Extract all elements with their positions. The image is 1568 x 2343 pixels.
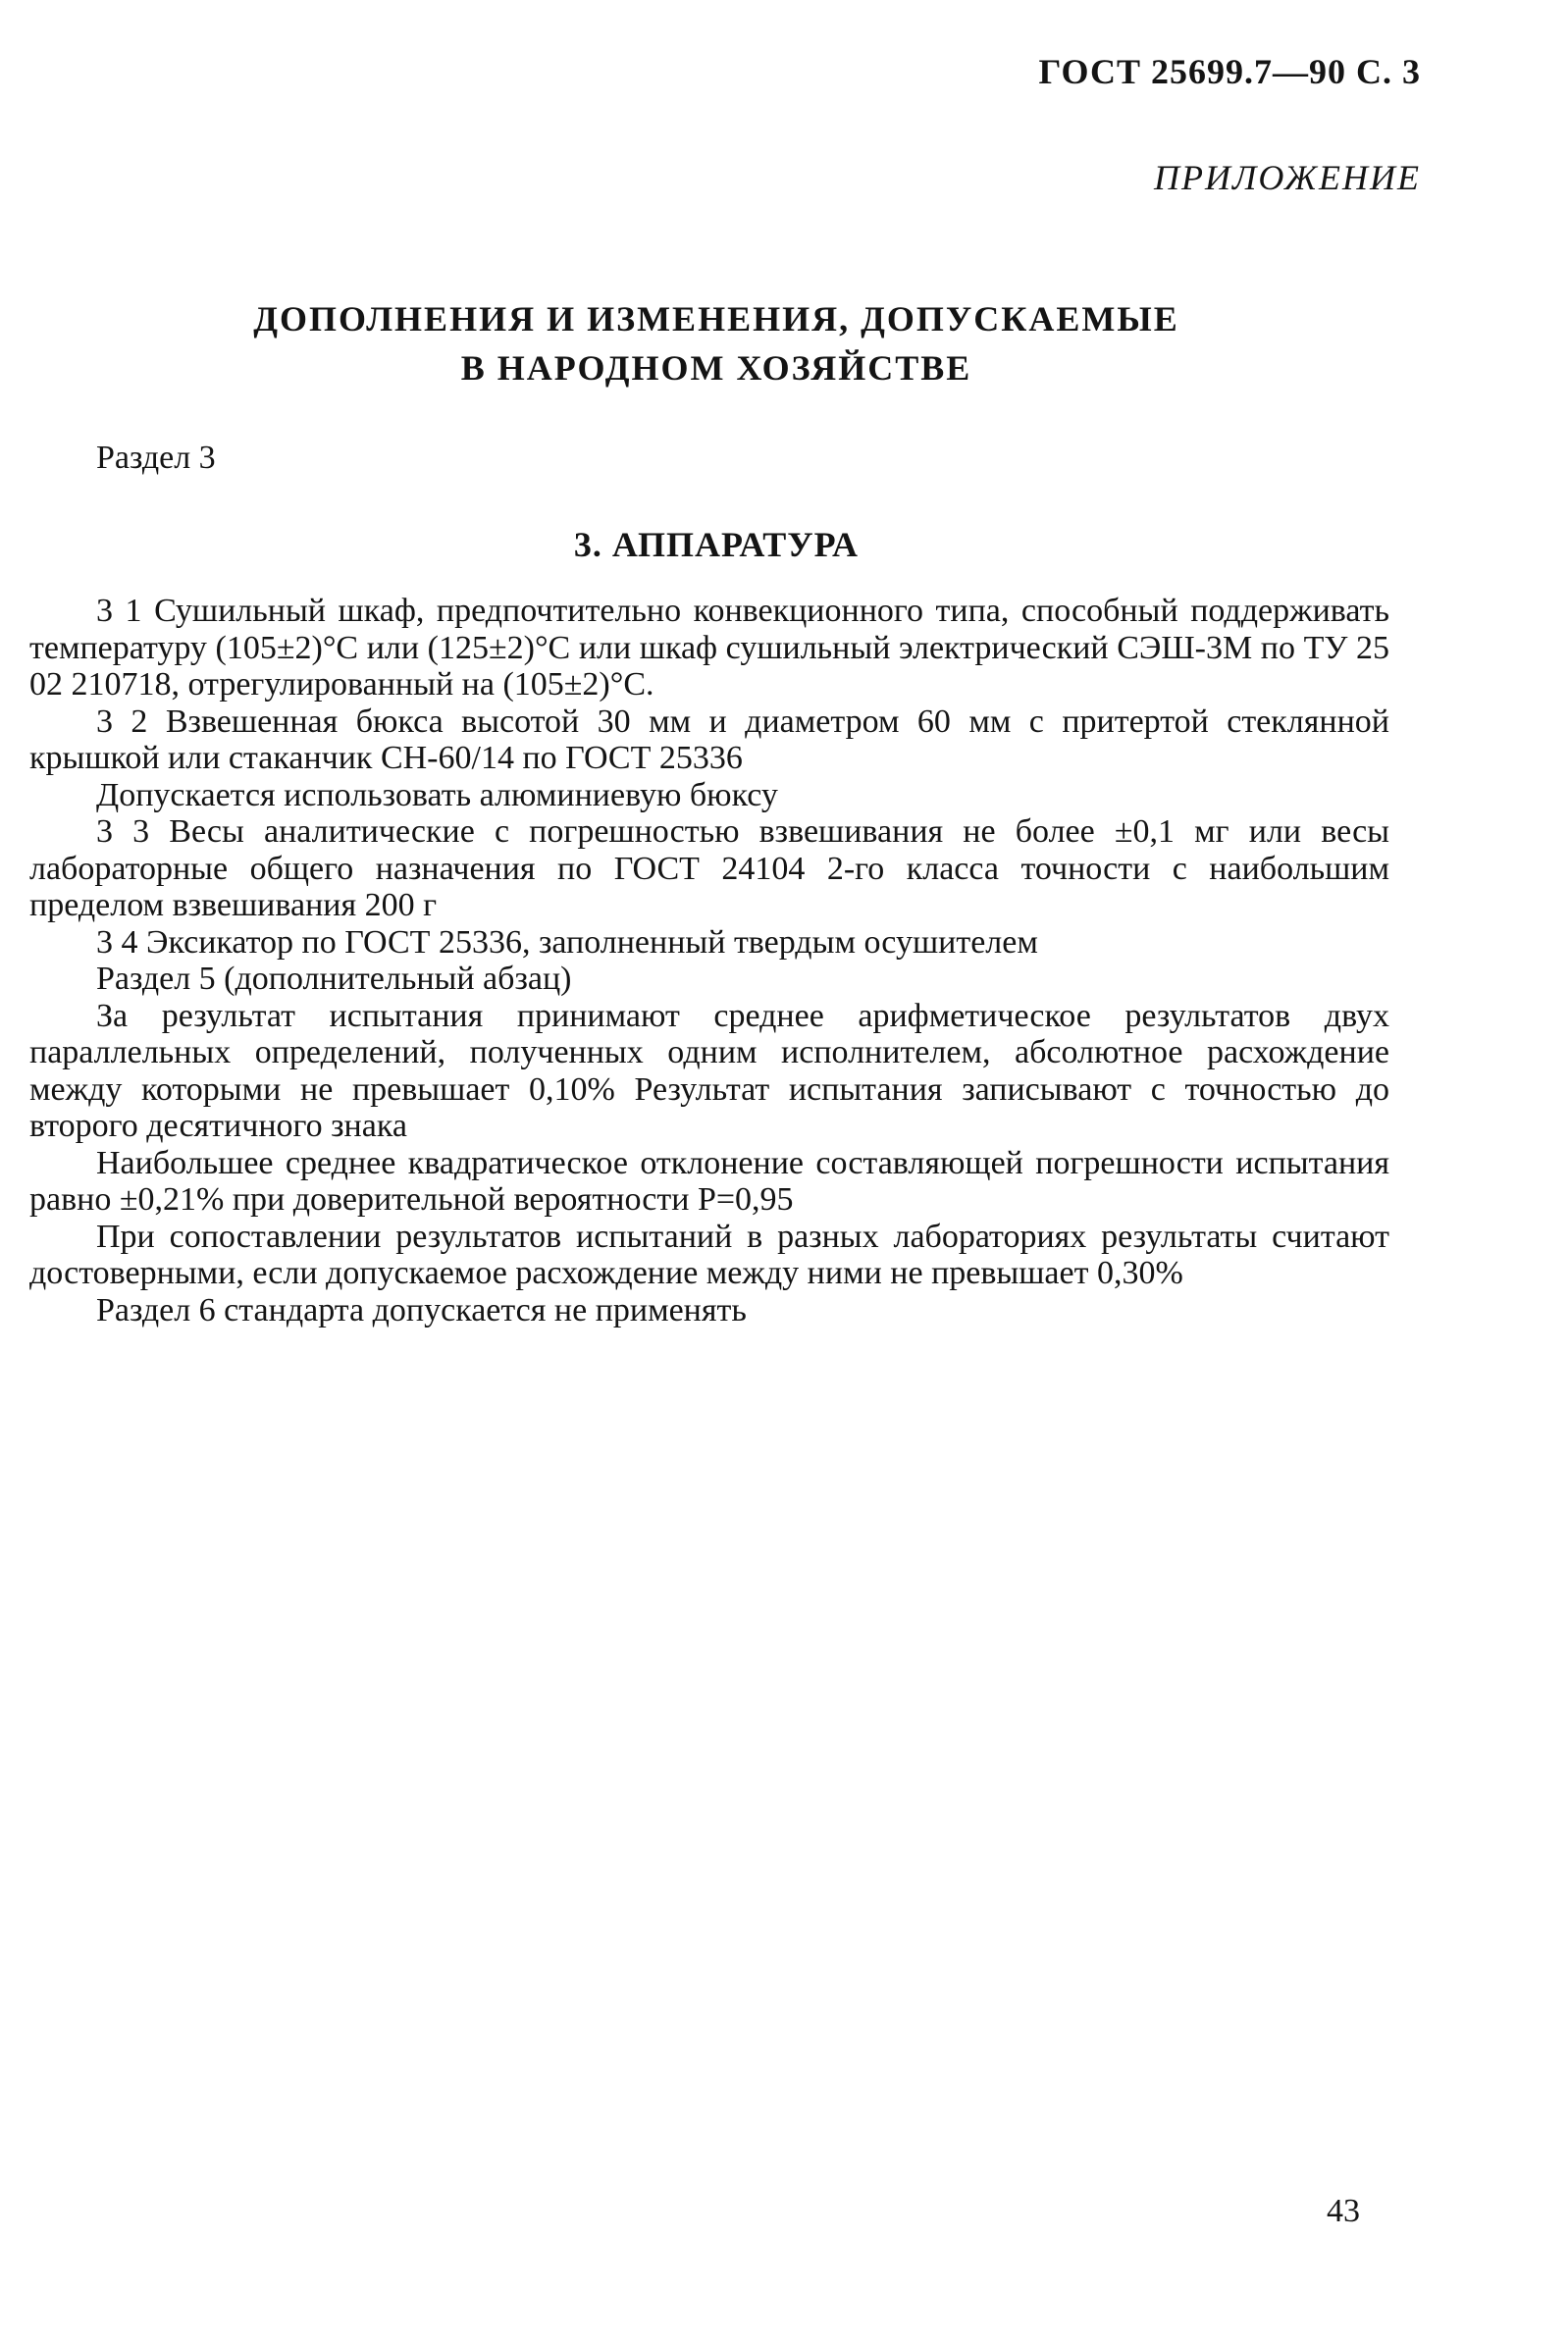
paragraph-test-result: За результат испытания принимают среднее арифметическое результатов двух параллельных определений, полученных одним исполнителем, абсолютное расхождение между которыми не превышает 0,10% Результат испытания записывают с точностью до второго десятичного знака — [29, 997, 1389, 1144]
paragraph-3-2: 3 2 Взвешенная бюкса высотой 30 мм и диаметром 60 мм с притертой стеклянной крышкой или стаканчик СН-60/14 по ГОСТ 25336 — [29, 703, 1389, 776]
section-heading: 3. АППАРАТУРА — [573, 525, 860, 564]
document-title-line-2: В НАРОДНОМ ХОЗЯЙСТВЕ — [460, 348, 972, 388]
document-title-line-1: ДОПОЛНЕНИЯ И ИЗМЕНЕНИЯ, ДОПУСКАЕМЫЕ — [253, 299, 1179, 338]
standard-code-header: ГОСТ 25699.7—90 С. 3 — [1038, 52, 1421, 91]
paragraph-section-6: Раздел 6 стандарта допускается не применять — [96, 1291, 747, 1328]
paragraph-lab-comparison: При сопоставлении результатов испытаний в разных лабораториях результаты считают достоверными, если допускаемое расхождение между ними не превышает 0,30% — [29, 1218, 1389, 1291]
document-title — [196, 294, 1236, 392]
body-text — [29, 593, 1389, 1328]
section-reference: Раздел 3 — [96, 440, 216, 476]
page-number: 43 — [1327, 2193, 1360, 2229]
paragraph-aluminium-note: Допускается использовать алюминиевую бюксу — [96, 776, 778, 813]
paragraph-3-4: 3 4 Эксикатор по ГОСТ 25336, заполненный твердым осушителем — [96, 923, 1038, 961]
paragraph-3-1: 3 1 Сушильный шкаф, предпочтительно конвекционного типа, способный поддерживать температуру (105±2)°С или (125±2)°С или шкаф сушильный электрический СЭШ-3М по ТУ 25 02 210718, отрегулированный на (105±2)°С. — [29, 593, 1389, 703]
appendix-label: ПРИЛОЖЕНИЕ — [1154, 158, 1421, 197]
paragraph-section-5: Раздел 5 (дополнительный абзац) — [96, 961, 572, 997]
paragraph-3-3: 3 3 Весы аналитические с погрешностью взвешивания не более ±0,1 мг или весы лабораторные общего назначения по ГОСТ 24104 2-го класса точности с наибольшим пределом взвешивания 200 г — [29, 813, 1389, 923]
paragraph-std-deviation: Наибольшее среднее квадратическое отклонение составляющей погрешности испытания равно ±0,21% при доверительной вероятности P=0,95 — [29, 1144, 1389, 1218]
